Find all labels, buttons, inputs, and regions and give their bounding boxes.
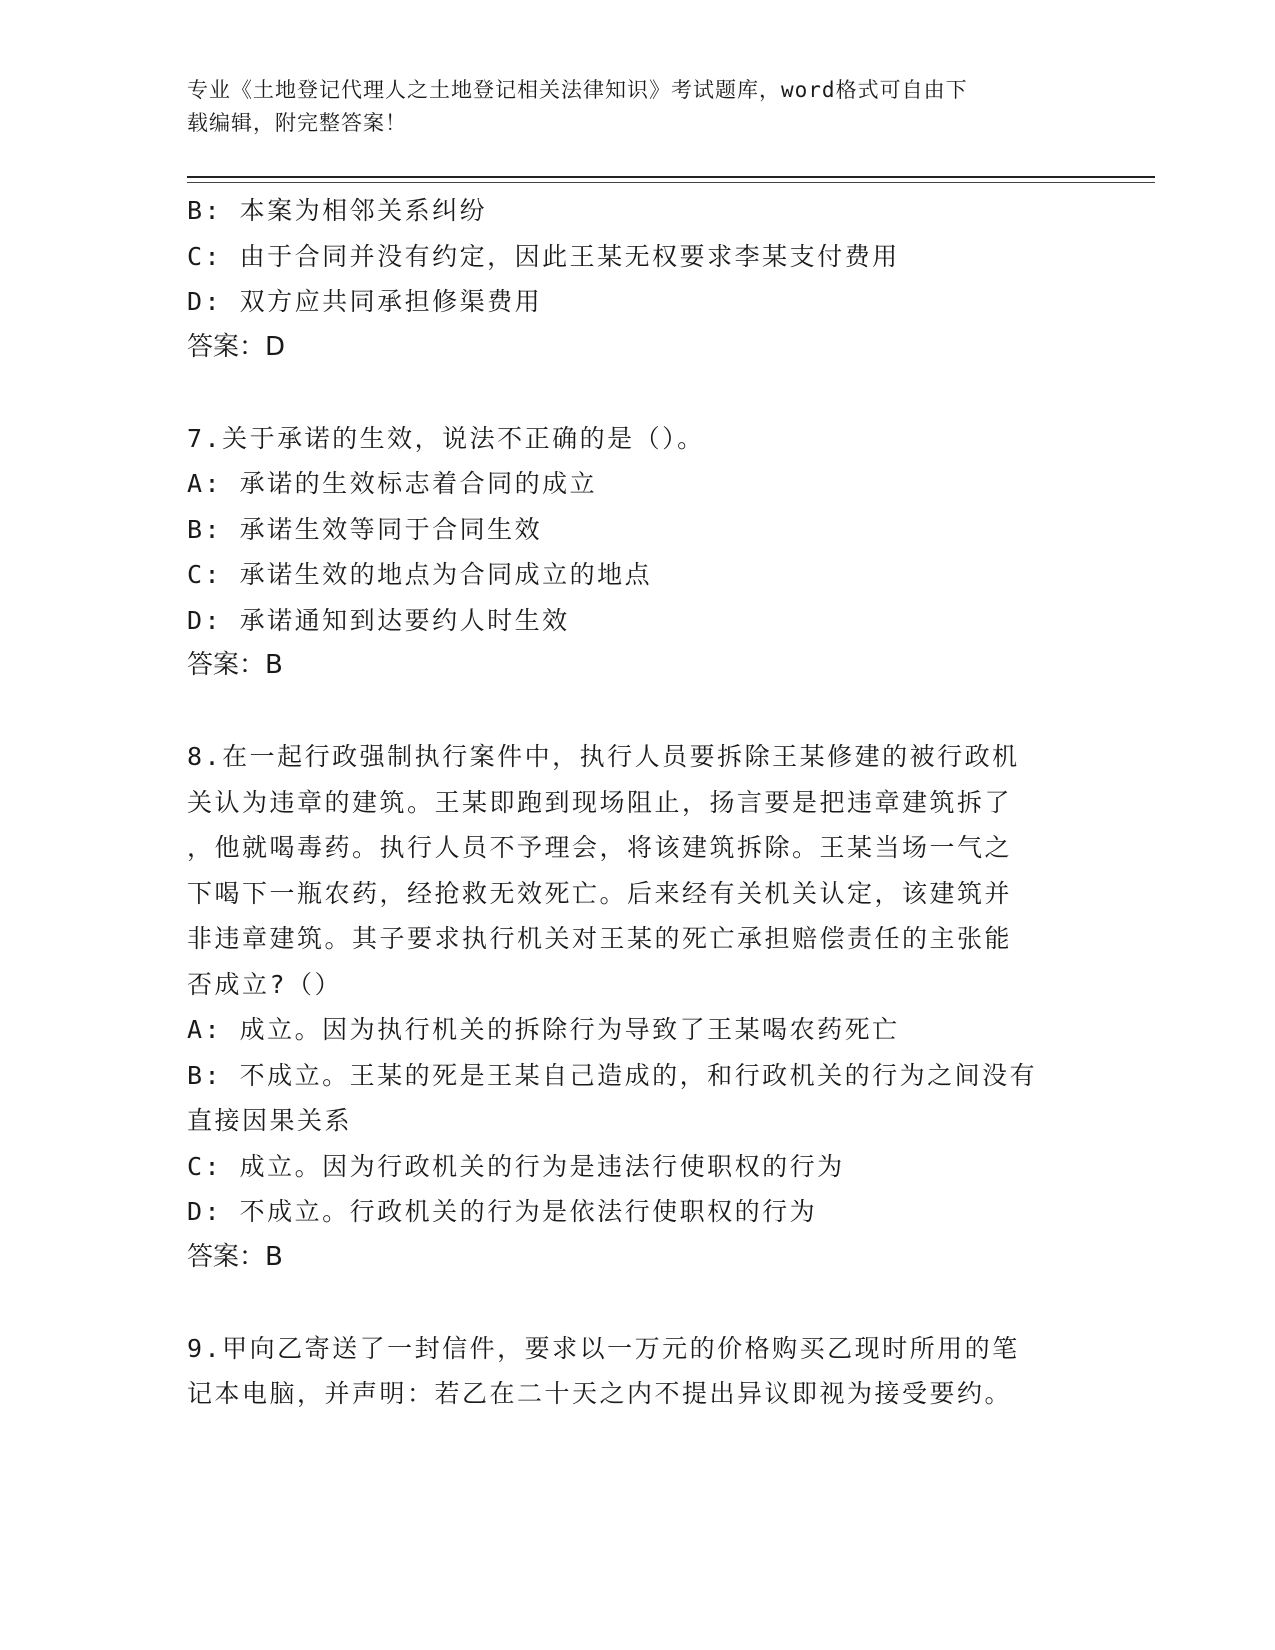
question-7: [187, 416, 1077, 689]
header-divider-thick: [187, 176, 1155, 178]
q8-stem-line: 非违章建筑。其子要求执行机关对王某的死亡承担赔偿责任的主张能: [187, 924, 1013, 953]
q6-option-d: D: 双方应共同承担修渠费用: [187, 287, 543, 316]
spacer: [187, 1280, 1077, 1326]
q9-stem-line: 记本电脑，并声明：若乙在二十天之内不提出异议即视为接受要约。: [187, 1379, 1013, 1408]
q8-option-b-line-2: 直接因果关系: [187, 1106, 353, 1135]
q7-option-c: C: 承诺生效的地点为合同成立的地点: [187, 560, 653, 589]
spacer: [187, 689, 1077, 735]
q9-stem-line: 9.甲向乙寄送了一封信件，要求以一万元的价格购买乙现时所用的笔: [187, 1333, 1020, 1363]
q8-option-a: A: 成立。因为执行机关的拆除行为导致了王某喝农药死亡: [187, 1015, 900, 1044]
q8-stem-line: 关认为违章的建筑。王某即跑到现场阻止，扬言要是把违章建筑拆了: [187, 787, 1013, 817]
q7-option-a: A: 承诺的生效标志着合同的成立: [187, 469, 598, 498]
q8-option-c: C: 成立。因为行政机关的行为是违法行使职权的行为: [187, 1151, 845, 1181]
header-line-1: 专业《土地登记代理人之土地登记相关法律知识》考试题库，word格式可自由下: [187, 78, 968, 102]
spacer: [187, 370, 1077, 416]
question-6-tail: [187, 188, 1077, 370]
q7-stem: 7.关于承诺的生效，说法不正确的是（）。: [187, 423, 705, 453]
q8-answer: 答案：B: [187, 1241, 283, 1272]
question-8: [187, 734, 1077, 1280]
q8-stem-line: 下喝下一瓶农药，经抢救无效死亡。后来经有关机关认定，该建筑并: [187, 878, 1013, 908]
header-line-2: 载编辑，附完整答案！: [187, 111, 407, 135]
q8-stem-line: ，他就喝毒药。执行人员不予理会，将该建筑拆除。王某当场一气之: [187, 833, 1013, 862]
q8-option-d: D: 不成立。行政机关的行为是依法行使职权的行为: [187, 1197, 818, 1226]
document-header: [187, 74, 1087, 140]
q7-answer: 答案：B: [187, 650, 283, 680]
q6-option-c: C: 由于合同并没有约定，因此王某无权要求李某支付费用: [187, 241, 900, 271]
header-divider-thin: [187, 182, 1155, 183]
q6-option-b: B: 本案为相邻关系纠纷: [187, 196, 488, 225]
q7-option-d: D: 承诺通知到达要约人时生效: [187, 605, 570, 635]
question-content: [187, 188, 1077, 1417]
q8-stem-line: 8.在一起行政强制执行案件中，执行人员要拆除王某修建的被行政机: [187, 742, 1020, 771]
q6-answer: 答案：D: [187, 331, 286, 362]
q7-option-b: B: 承诺生效等同于合同生效: [187, 514, 543, 544]
q8-option-b-line-1: B: 不成立。王某的死是王某自己造成的，和行政机关的行为之间没有: [187, 1060, 1038, 1090]
question-9: [187, 1326, 1077, 1417]
q8-stem-line: 否成立?（）: [187, 969, 343, 999]
